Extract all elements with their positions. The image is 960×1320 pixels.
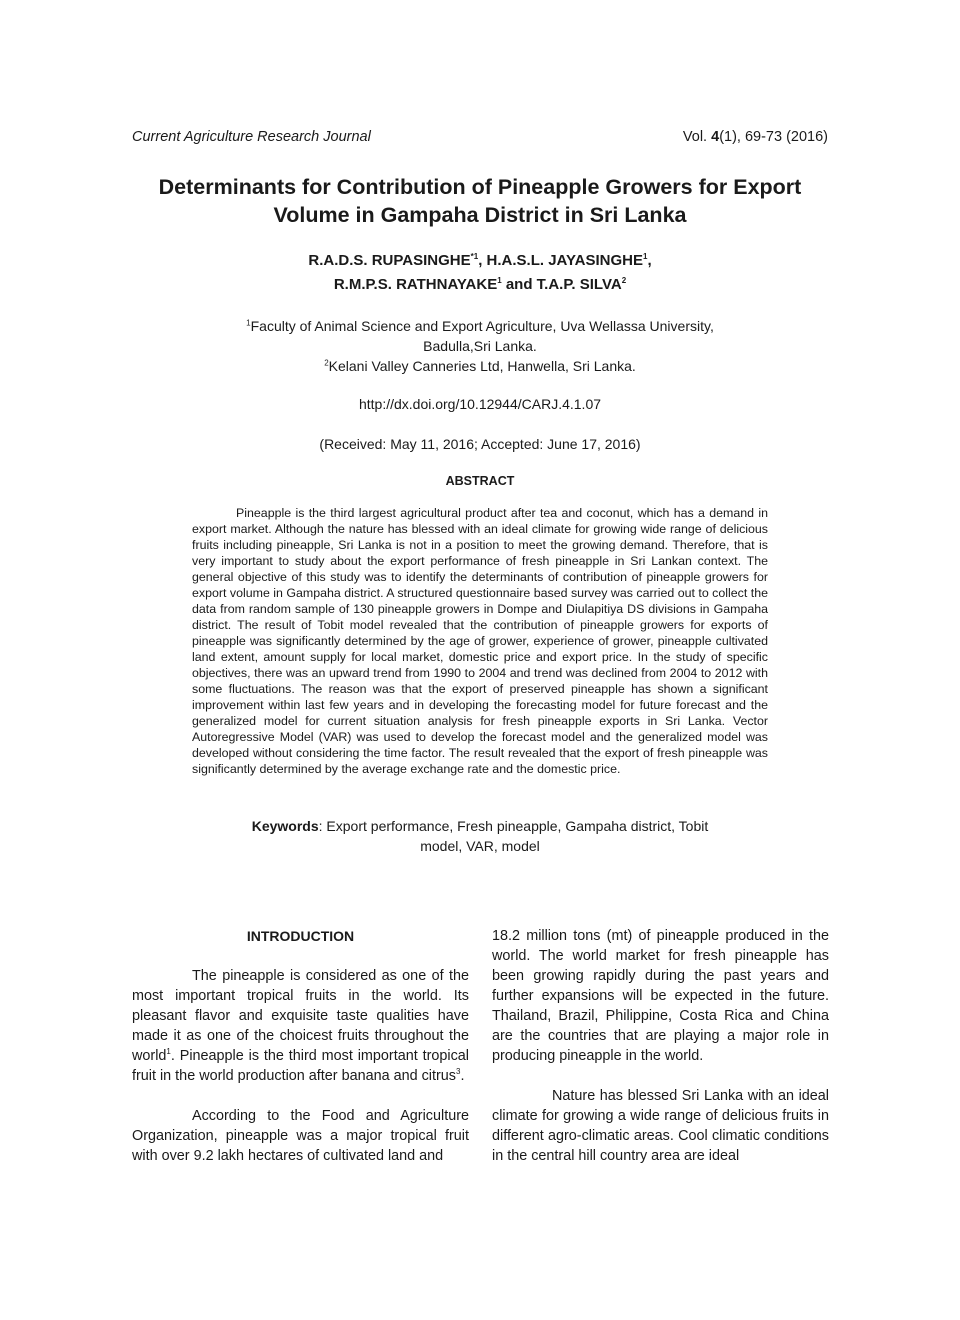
intro-paragraph-2-continued: 18.2 million tons (mt) of pineapple produced in the world. The world market for fresh pineapple has been growing rapidly during the past years and further expansions will be expected in the future. Thailand, Brazil, Philippine, Costa Rica and China are the countries that are playing a major role in producing pineapple in the world. (492, 928, 829, 1064)
affiliation-1 (232, 316, 728, 356)
citation-mark: 3 (455, 1067, 461, 1077)
author-affiliation-mark: *1 (470, 252, 479, 261)
paper-title: Determinants for Contribution of Pineapple Growers for Export Volume in Gampaha District in Sri Lanka (158, 175, 802, 227)
citation-mark: 1 (166, 1047, 171, 1057)
intro-p1-text-b: . Pineapple is the third most important tropical fruit in the world production after banana and citrus (132, 1048, 469, 1084)
author-separator: , (478, 252, 487, 269)
doi-link[interactable]: http://dx.doi.org/10.12944/CARJ.4.1.07 (358, 396, 602, 412)
author-affiliation-mark: 1 (642, 252, 648, 261)
intro-p1-text-a: The pineapple is considered as one of the most important tropical fruits in the world. Its pleasant flavor and exquisite taste qualities have made it as one of the choicest fruits throughout the world (132, 968, 469, 1064)
keywords-list: : Export performance, Fresh pineapple, Gampaha district, Tobit model, VAR, model (318, 818, 709, 854)
keywords (232, 816, 728, 856)
received-dates: (Received: May 11, 2016; Accepted: June 17, 2016) (319, 436, 641, 452)
volume-issue-pages: (1), 69-73 (2016) (719, 129, 828, 145)
author-separator: , (647, 252, 652, 269)
affiliation-text: Faculty of Animal Science and Export Agriculture, Uva Wellassa University, Badulla,Sri Lanka. (250, 318, 714, 354)
author-name: T.A.P. SILVA (536, 276, 622, 293)
introduction-heading: INTRODUCTION (246, 928, 355, 944)
author-separator: and (501, 276, 537, 293)
author-name: H.A.S.L. JAYASINGHE (486, 252, 643, 269)
intro-paragraph-2: According to the Food and Agriculture Organization, pineapple was a major tropical fruit with over 9.2 lakh hectares of cultivated land and (132, 1108, 469, 1164)
abstract-text: Pineapple is the third largest agricultural product after tea and coconut, which has a demand in export market. Although the nature has blessed with an ideal climate for growing wide range of delicious fruits including pineapple, Sri Lanka is not in a position to meet the growing demand. Therefore, that is very important to study about the export performance of fresh pineapple in Sri Lankan context. The general objective of this study was to identify the determinants of contribution of pineapple growers for export volume in Gampaha district. A structured questionnaire based survey was carried out to collect the data from random sample of 130 pineapple growers in Dompe and Diulapitiya DS divisions in Gampaha district. The result of Tobit model revealed that the contribution of pineapple growers for exports of pineapple was significantly determined by the age of grower, experience of grower, pineapple cultivated land extent, amount supply for local market, domestic price and export price. In the study of specific objectives, there was an upward trend from 1990 to 2004 and trend was declined from 2004 to 2012 with some fluctuations. The reason was that the export of preserved pineapple has shown a significant improvement within last few years and in developing the forecasting model for future forecast and the generalized model for current situation analysis for fresh pineapple exports in Sri Lanka. Vector Autoregressive Model (VAR) was used to develop the forecast model and the generalized model was developed without considering the time factor. The result revealed that the export of fresh pineapple was significantly determined by the average exchange rate and the domestic price. (192, 506, 768, 776)
author-list (132, 249, 828, 297)
author-affiliation-mark: 1 (497, 276, 502, 285)
intro-paragraph-3: Nature has blessed Sri Lanka with an ideal climate for growing a wide range of delicious fruits in different agro-climatic areas. Cool climatic conditions in the central hill country area are ideal (492, 1088, 829, 1164)
affiliation-2 (232, 356, 728, 376)
running-header (132, 129, 828, 149)
affiliation-text: Kelani Valley Canneries Ltd, Hanwella, Sri Lanka. (328, 358, 636, 374)
affiliations (232, 316, 728, 376)
affiliation-mark: 2 (324, 358, 329, 368)
intro-paragraph-1 (132, 966, 469, 1086)
left-column (132, 926, 469, 1186)
right-column (492, 926, 829, 1186)
affiliation-mark: 1 (246, 318, 251, 328)
author-affiliation-mark: 2 (621, 276, 627, 285)
volume-number: 4 (711, 129, 720, 145)
abstract-heading: ABSTRACT (445, 474, 515, 488)
intro-p1-text-c: . (460, 1068, 465, 1084)
keywords-label: Keywords (251, 818, 319, 834)
author-name: R.M.P.S. RATHNAYAKE (333, 276, 498, 293)
author-name: R.A.D.S. RUPASINGHE (308, 252, 471, 269)
volume-info (683, 129, 828, 145)
volume-prefix: Vol. (682, 129, 712, 145)
journal-name: Current Agriculture Research Journal (132, 129, 371, 145)
